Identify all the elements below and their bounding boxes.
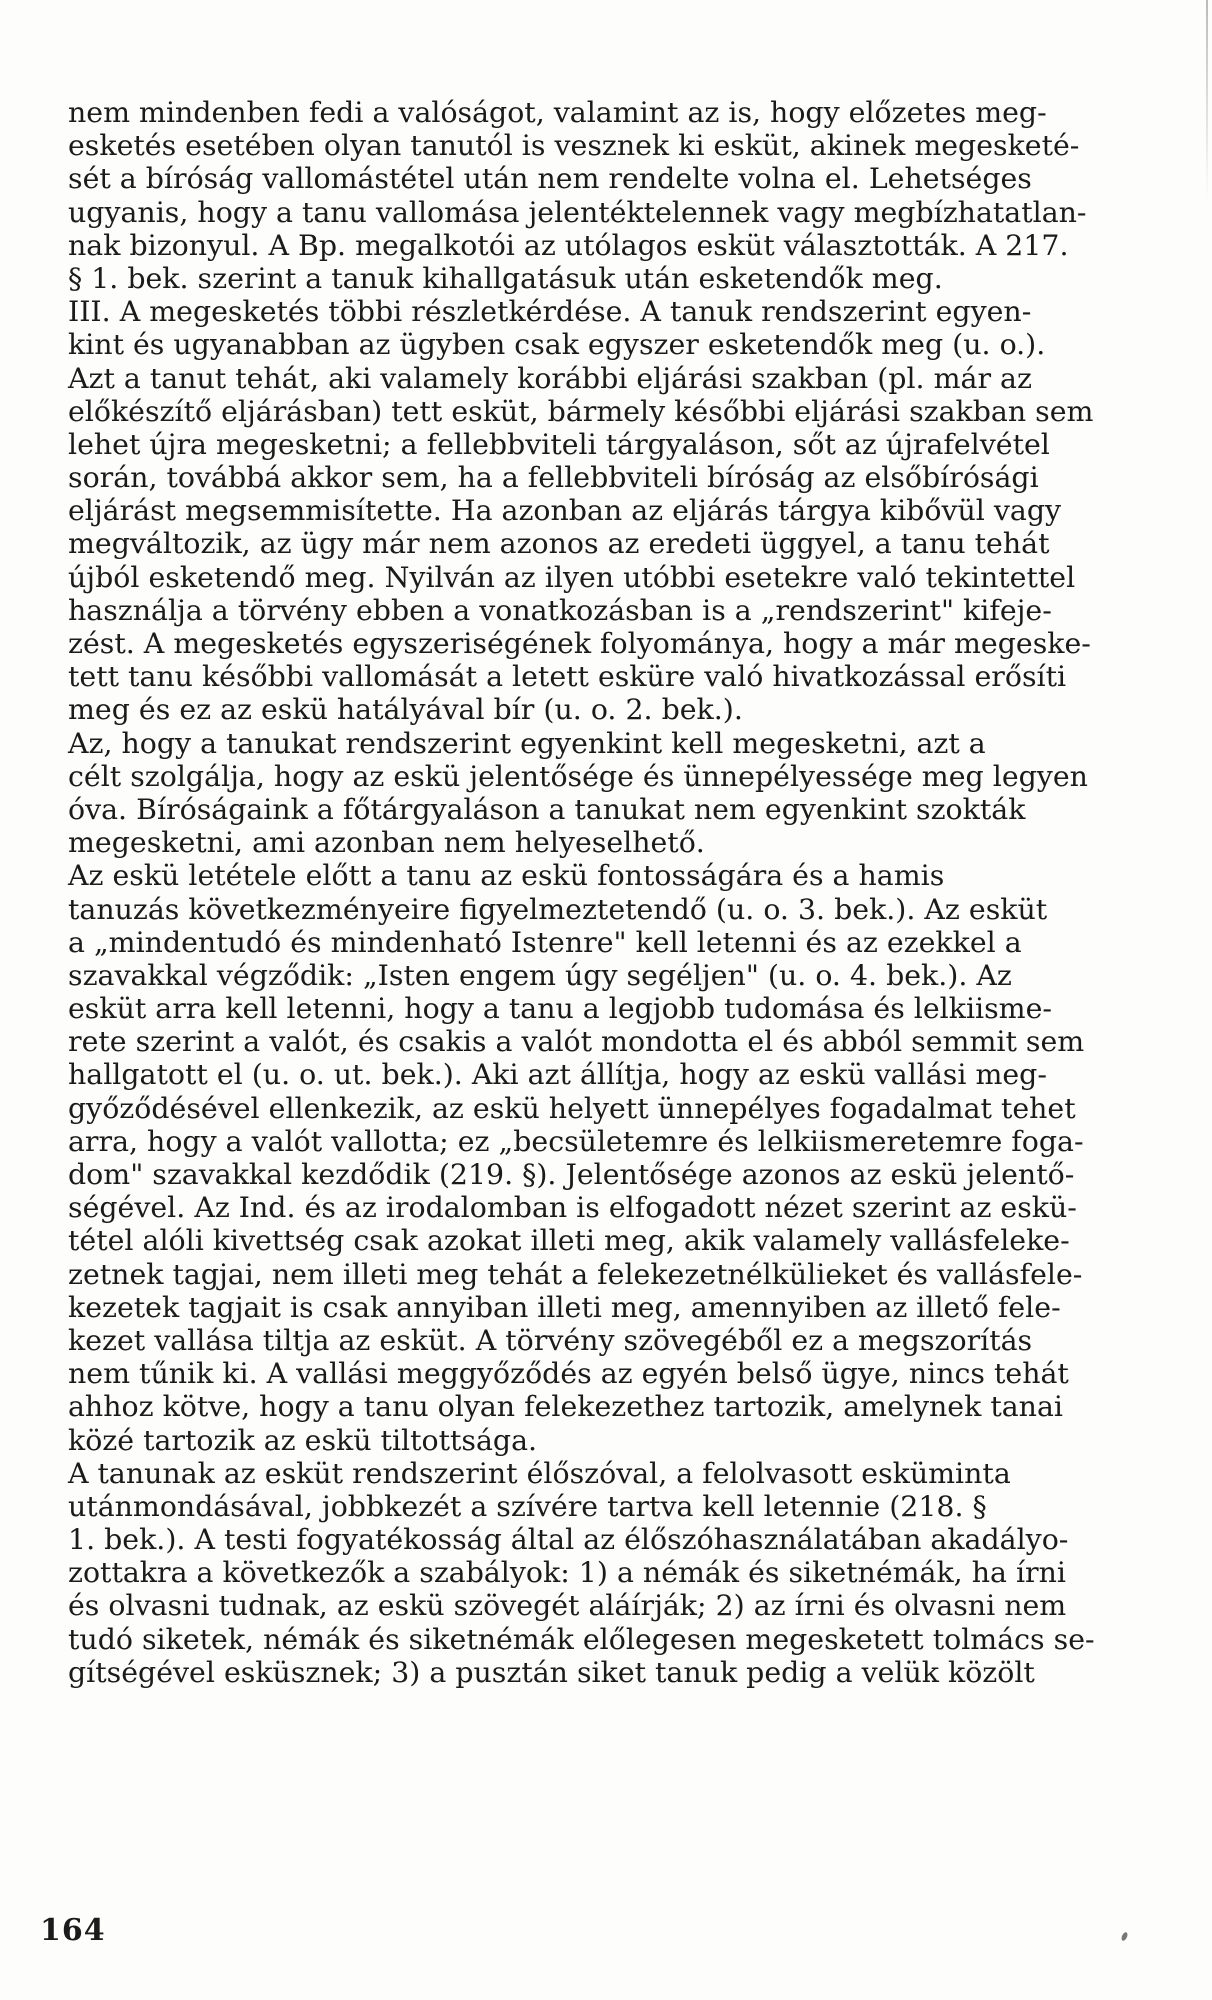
text-line: A tanunak az esküt rendszerint élőszóval, a felolvasott esküminta — [68, 1456, 1011, 1490]
text-line: közé tartozik az eskü tiltottsága. — [68, 1423, 538, 1457]
text-line: és olvasni tudnak, az eskü szövegét aláírják; 2) az írni és olvasni nem — [68, 1589, 1067, 1623]
text-line: előkészítő eljárásban) tett esküt, bármely későbbi eljárási szakban sem — [68, 394, 1094, 428]
text-line: zést. A megesketés egyszeriségének folyománya, hogy a már megeske- — [68, 627, 1091, 660]
text-line: zottakra a következők a szabályok: 1) a némák és siketnémák, ha írni — [68, 1556, 1066, 1590]
text-line: § 1. bek. szerint a tanuk kihallgatásuk után esketendők meg. — [68, 261, 943, 295]
text-line: a „mindentudó és mindenható Istenre" kell letenni és az ezekkel a — [68, 925, 1022, 959]
text-line: tett tanu későbbi vallomását a letett esküre való hivatkozással erősíti — [68, 660, 1067, 694]
text-line: célt szolgálja, hogy az eskü jelentősége és ünnepélyessége meg legyen — [68, 759, 1088, 793]
text-line: megváltozik, az ügy már nem azonos az eredeti üggyel, a tanu tehát — [68, 527, 1050, 561]
text-line: 1. bek.). A testi fogyatékosság által az élőszóhasználatában akadályo- — [68, 1523, 1069, 1557]
text-line: kezet vallása tiltja az esküt. A törvény szövegéből ez a megszorítás — [68, 1323, 1033, 1357]
text-line: ugyanis, hogy a tanu vallomása jelentéktelennek vagy megbízhatatlan- — [68, 195, 1087, 229]
text-line: győződésével ellenkezik, az eskü helyett ünnepélyes fogadalmat tehet — [68, 1091, 1076, 1125]
text-line: rete szerint a valót, és csakis a valót mondotta el és abból semmit sem — [68, 1025, 1085, 1059]
section-heading-line: III. A megesketés többi részletkérdése. A tanuk rendszerint egyen- — [68, 295, 1032, 329]
page-number: 164 — [40, 1913, 106, 1948]
text-line: dom" szavakkal kezdődik (219. §). Jelentősége azonos az eskü jelentő- — [68, 1158, 1075, 1191]
text-line: során, továbbá akkor sem, ha a fellebbviteli bíróság az elsőbírósági — [68, 461, 1039, 495]
text-line: arra, hogy a valót vallotta; ez „becsületemre és lelkiismeretemre foga- — [68, 1124, 1084, 1158]
body-text — [68, 96, 1208, 1689]
text-line: tanuzás következményeire figyelmeztetendő (u. o. 3. bek.). Az esküt — [68, 892, 1048, 926]
text-line: újból esketendő meg. Nyilván az ilyen utóbbi esetekre való tekintettel — [68, 560, 1076, 594]
text-line: ahhoz kötve, hogy a tanu olyan felekezethez tartozik, amelynek tanai — [68, 1390, 1063, 1424]
text-line: zetnek tagjai, nem illeti meg tehát a felekezetnélkülieket és vallásfele- — [68, 1257, 1083, 1291]
text-line: meg és ez az eskü hatályával bír (u. o. 2. bek.). — [68, 693, 743, 727]
ink-speck — [1120, 1931, 1128, 1941]
text-line: hallgatott el (u. o. ut. bek.). Aki azt állítja, hogy az eskü vallási meg- — [68, 1058, 1047, 1092]
text-line: kint és ugyanabban az ügyben csak egyszer esketendők meg (u. o.). — [68, 328, 1046, 362]
text-line: használja a törvény ebben a vonatkozásban is a „rendszerint" kifeje- — [68, 593, 1052, 627]
text-line: utánmondásával, jobbkezét a szívére tartva kell letennie (218. § — [68, 1489, 987, 1523]
text-line: sét a bíróság vallomástétel után nem rendelte volna el. Lehetséges — [68, 162, 1032, 196]
text-line: kezetek tagjait is csak annyiban illeti meg, amennyiben az illető fele- — [68, 1290, 1061, 1324]
text-line: nem tűnik ki. A vallási meggyőződés az egyén belső ügye, nincs tehát — [68, 1357, 1069, 1391]
text-line: tétel alóli kivettség csak azokat illeti meg, akik valamely vallásfeleke- — [68, 1224, 1070, 1258]
text-line: nem mindenben fedi a valóságot, valamint az is, hogy előzetes meg- — [68, 96, 1047, 129]
text-line: szavakkal végződik: „Isten engem úgy segéljen" (u. o. 4. bek.). Az — [68, 958, 1012, 992]
text-line: óva. Bíróságaink a főtárgyaláson a tanukat nem egyenkint szokták — [68, 792, 1026, 826]
text-line: lehet újra megesketni; a fellebbviteli tárgyaláson, sőt az újrafelvétel — [68, 427, 1050, 461]
text-line: esküt arra kell letenni, hogy a tanu a legjobb tudomása és lelkiisme- — [68, 992, 1052, 1026]
text-line: eljárást megsemmisítette. Ha azonban az eljárás tárgya kibővül vagy — [68, 494, 1062, 528]
text-line: Az eskü letétele előtt a tanu az eskü fontosságára és a hamis — [68, 859, 945, 893]
text-line: tudó siketek, némák és siketnémák előlegesen megesketett tolmács se- — [68, 1622, 1095, 1656]
text-line: megesketni, ami azonban nem helyeselhető. — [68, 826, 705, 860]
text-line: Az, hogy a tanukat rendszerint egyenkint kell megesketni, azt a — [68, 726, 986, 760]
text-line: Azt a tanut tehát, aki valamely korábbi eljárási szakban (pl. már az — [68, 361, 1032, 395]
text-line: ségével. Az Ind. és az irodalomban is elfogadott nézet szerint az eskü- — [68, 1191, 1077, 1225]
text-line: esketés esetében olyan tanutól is vesznek ki esküt, akinek megesketé- — [68, 129, 1080, 163]
text-line: nak bizonyul. A Bp. megalkotói az utólagos esküt választották. A 217. — [68, 228, 1069, 262]
text-line: gítségével esküsznek; 3) a pusztán siket tanuk pedig a velük közölt — [68, 1655, 1035, 1689]
